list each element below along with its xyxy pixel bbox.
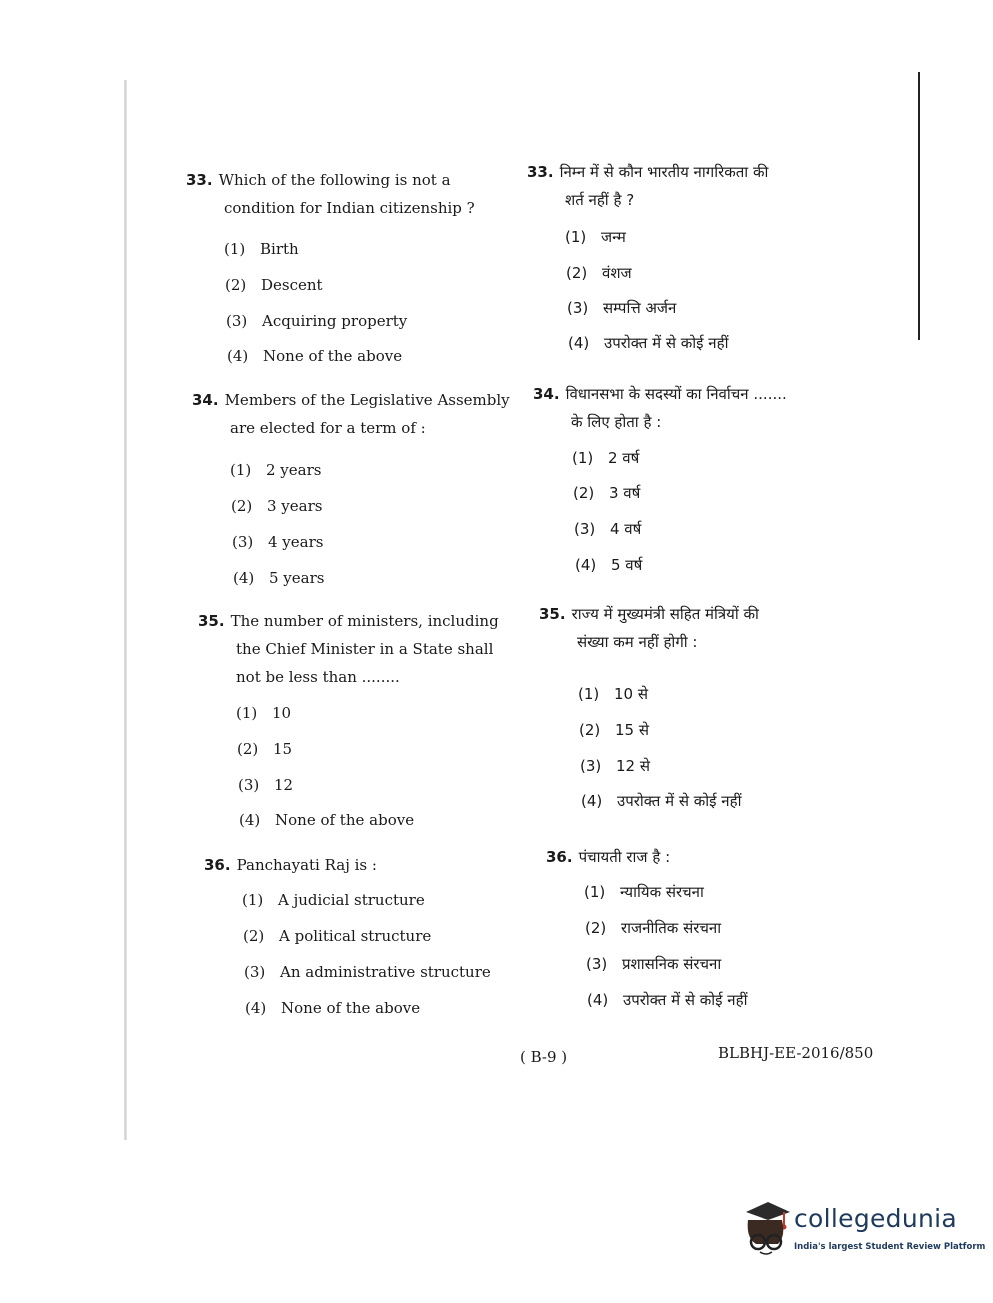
question-number: 33. <box>527 163 554 181</box>
question-number: 33. <box>186 171 213 189</box>
question-34-en <box>192 386 522 442</box>
question-stem: विधानसभा के सदस्यों का निर्वाचन ....... <box>565 385 787 403</box>
question-stem: के लिए होता है : <box>571 413 662 431</box>
question-36-en <box>204 851 524 879</box>
question-number: 35. <box>198 612 225 630</box>
question-stem: Panchayati Raj is : <box>236 856 377 874</box>
scan-edge-line <box>918 72 920 340</box>
option: (1) A judicial structure <box>242 891 425 909</box>
option: (3) 12 <box>238 776 294 794</box>
option: (4) None of the above <box>245 999 421 1017</box>
option: (1) 10 से <box>578 685 648 703</box>
option: (2) Descent <box>225 276 323 294</box>
student-mascot-icon <box>738 1198 792 1256</box>
question-number: 34. <box>192 391 219 409</box>
option: (3) 4 वर्ष <box>574 520 642 538</box>
option: (3) सम्पत्ति अर्जन <box>567 299 677 317</box>
option: (3) 4 years <box>232 533 324 551</box>
question-number: 36. <box>546 848 573 866</box>
paper-code: BLBHJ-EE-2016/850 <box>718 1044 874 1062</box>
option: (2) 3 वर्ष <box>573 484 641 502</box>
option: (2) 15 से <box>579 721 649 739</box>
option: (1) न्यायिक संरचना <box>584 883 704 901</box>
option: (1) 10 <box>236 704 292 722</box>
option: (1) जन्म <box>565 228 626 246</box>
option: (2) 15 <box>237 740 293 758</box>
option: (1) 2 years <box>230 461 322 479</box>
question-stem: are elected for a term of : <box>230 419 426 437</box>
question-stem: the Chief Minister in a State shall <box>236 640 494 658</box>
question-stem: संख्या कम नहीं होगी : <box>577 633 698 651</box>
option: (4) उपरोक्त में से कोई नहीं <box>581 792 742 810</box>
question-stem: शर्त नहीं है ? <box>565 191 635 209</box>
option: (3) An administrative structure <box>244 963 491 981</box>
question-35-en <box>198 607 528 691</box>
option: (4) 5 वर्ष <box>575 556 643 574</box>
option: (4) None of the above <box>239 811 415 829</box>
option: (4) उपरोक्त में से कोई नहीं <box>587 991 748 1009</box>
option: (3) 12 से <box>580 757 650 775</box>
option: (3) Acquiring property <box>226 312 408 330</box>
question-stem: राज्य में मुख्यमंत्री सहित मंत्रियों की <box>571 605 759 623</box>
question-33-hi <box>527 158 857 214</box>
question-number: 36. <box>204 856 231 874</box>
question-stem: निम्न में से कौन भारतीय नागरिकता की <box>559 163 769 181</box>
option: (4) 5 years <box>233 569 325 587</box>
option: (2) 3 years <box>231 497 323 515</box>
option: (1) 2 वर्ष <box>572 449 640 467</box>
option: (1) Birth <box>224 240 299 258</box>
question-stem: condition for Indian citizenship ? <box>224 199 475 217</box>
page-number: ( B-9 ) <box>520 1048 568 1066</box>
collegedunia-logo <box>738 1198 986 1258</box>
question-35-hi <box>539 600 869 656</box>
question-number: 34. <box>533 385 560 403</box>
question-33-en <box>186 166 506 222</box>
question-stem: पंचायती राज है : <box>578 848 671 866</box>
option: (4) उपरोक्त में से कोई नहीं <box>568 334 729 352</box>
question-stem: not be less than ........ <box>236 668 400 686</box>
question-stem: Members of the Legislative Assembly <box>224 391 510 409</box>
scan-margin-shadow <box>124 80 127 1140</box>
option: (2) A political structure <box>243 927 432 945</box>
question-34-hi <box>533 380 863 436</box>
question-stem: The number of ministers, including <box>230 612 499 630</box>
option: (4) None of the above <box>227 347 403 365</box>
question-number: 35. <box>539 605 566 623</box>
option: (2) राजनीतिक संरचना <box>585 919 722 937</box>
question-36-hi <box>546 843 866 871</box>
option: (2) वंशज <box>566 264 632 282</box>
option: (3) प्रशासनिक संरचना <box>586 955 722 973</box>
logo-tagline: India's largest Student Review Platform <box>794 1242 986 1252</box>
question-stem: Which of the following is not a <box>218 171 451 189</box>
logo-wordmark: collegedunia <box>794 1204 957 1233</box>
